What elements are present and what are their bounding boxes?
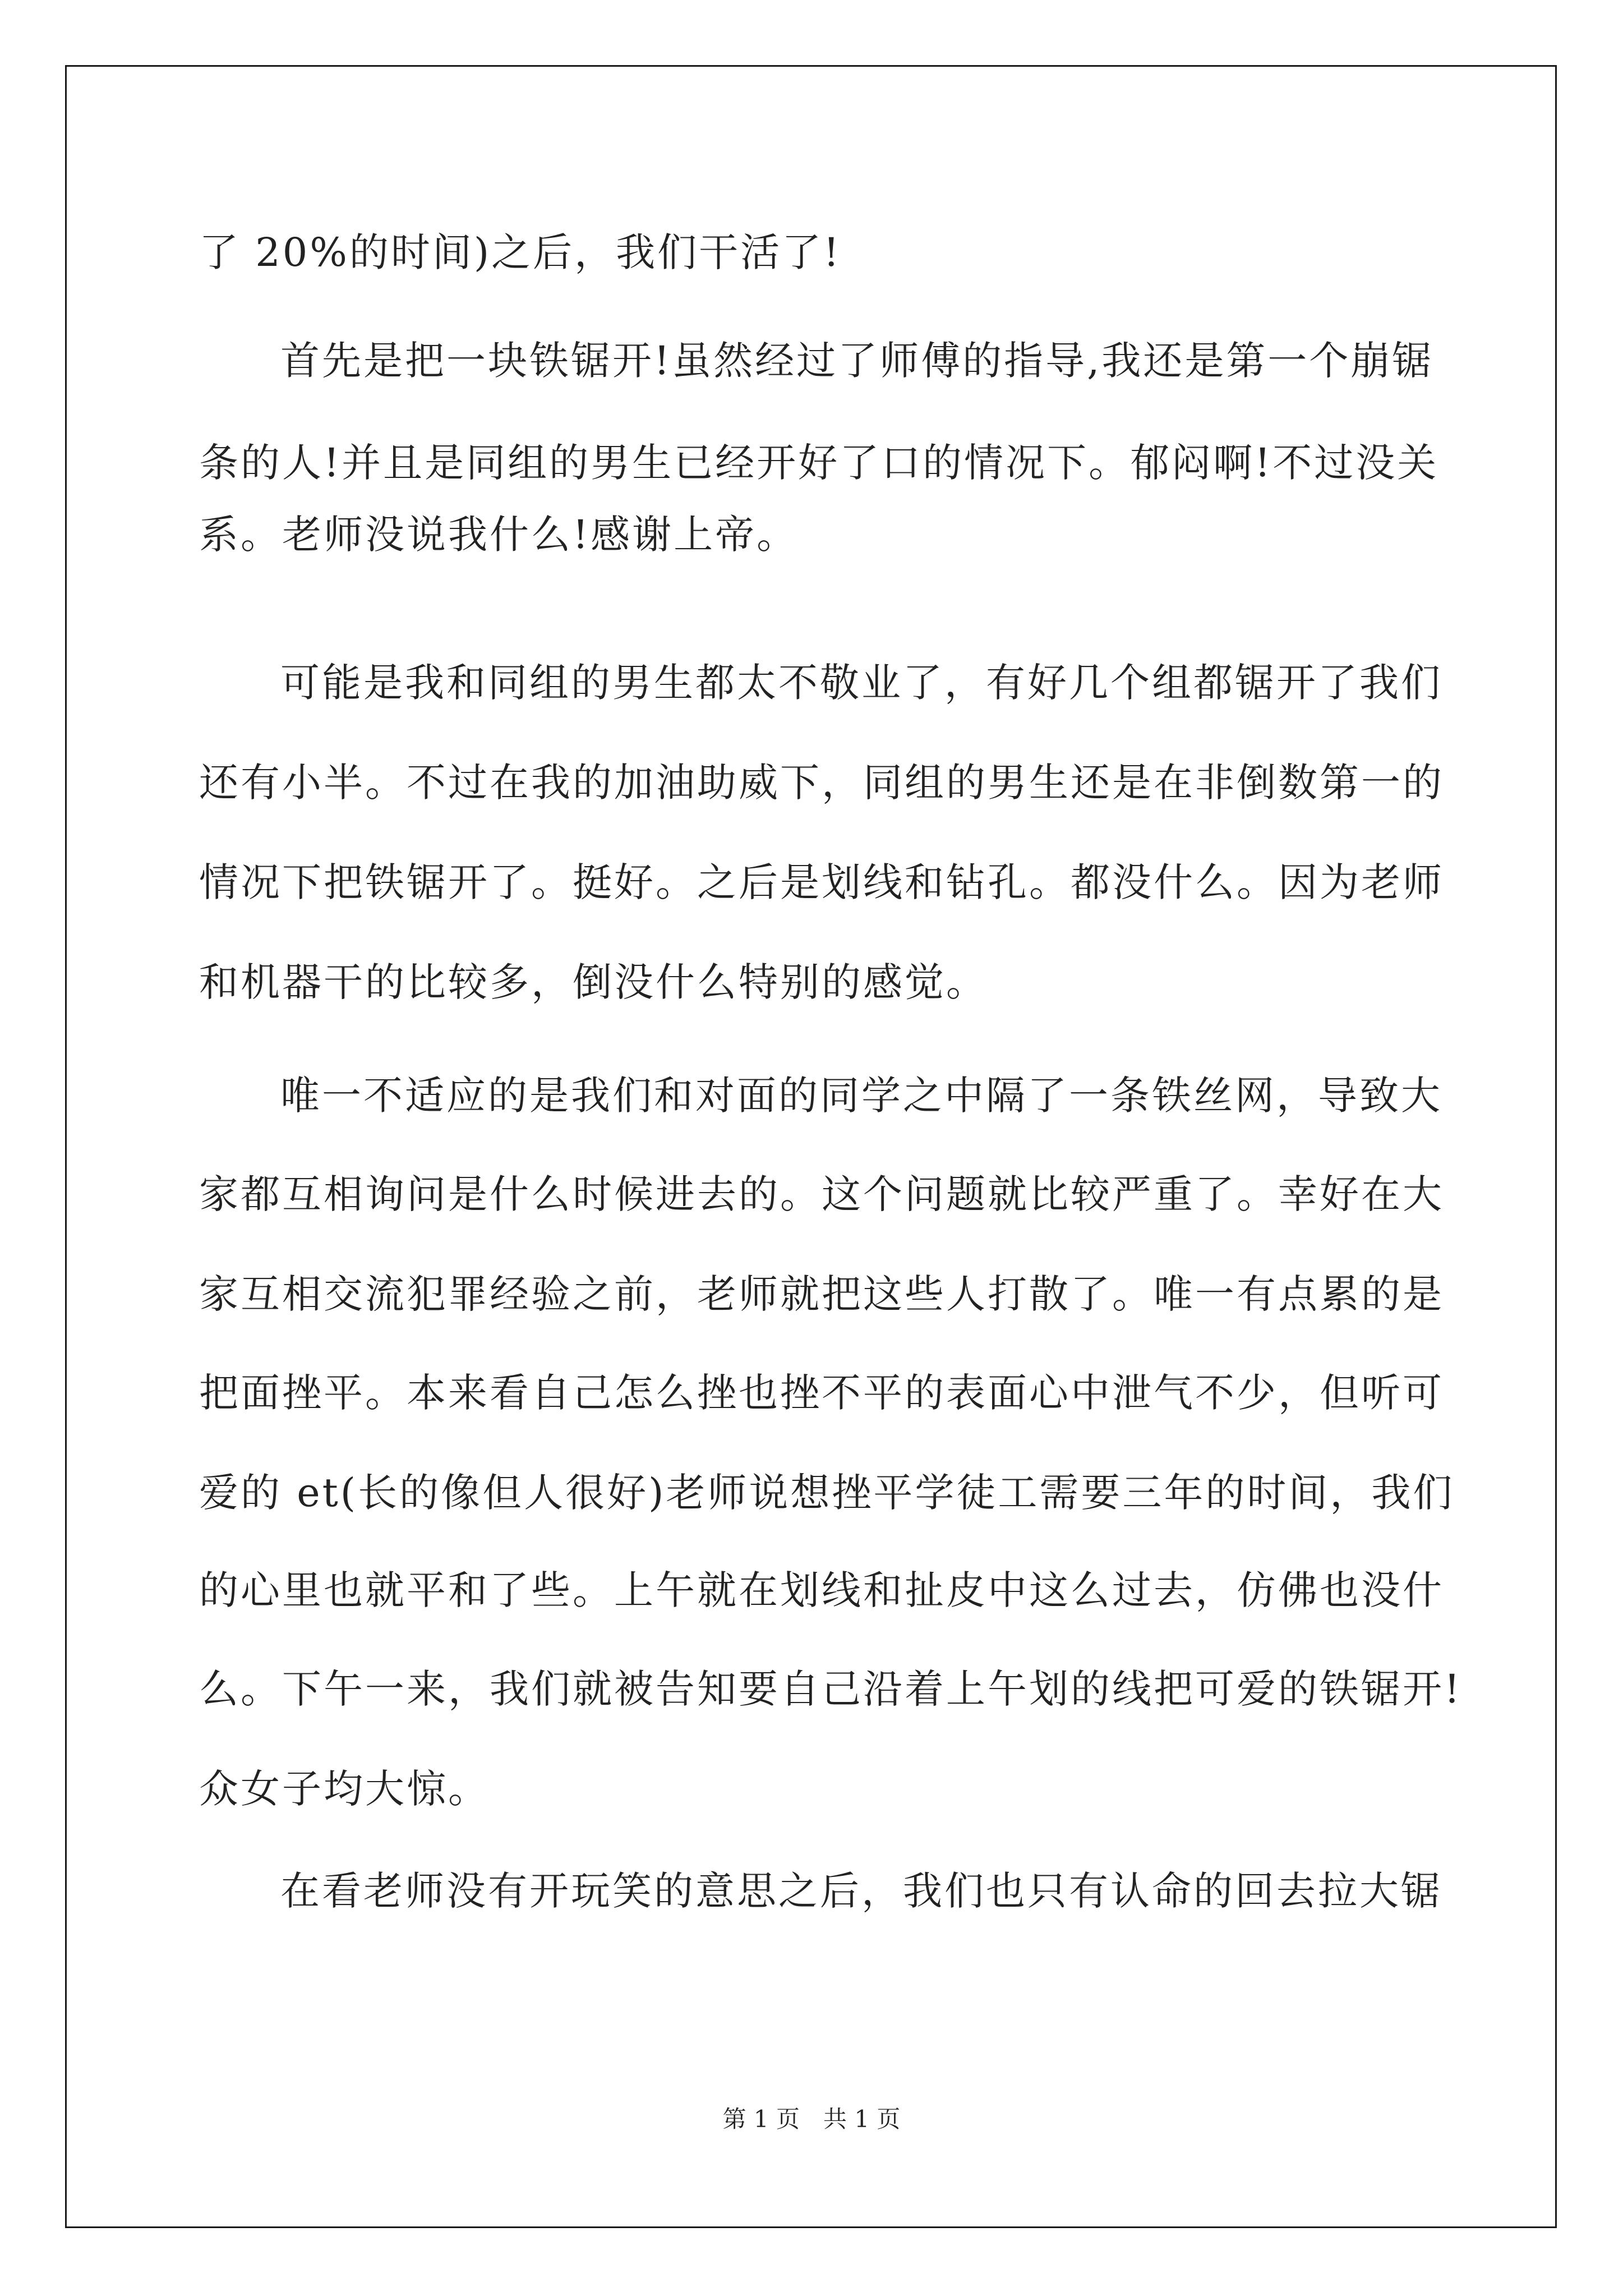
text-line: 把面挫平。本来看自己怎么挫也挫不平的表面心中泄气不少，但听可: [199, 1370, 1444, 1416]
text-line: 众女子均大惊。: [199, 1766, 490, 1812]
text-line: 唯一不适应的是我们和对面的同学之中隔了一条铁丝网，导致大: [280, 1073, 1442, 1119]
text-line: 情况下把铁锯开了。挺好。之后是划线和钻孔。都没什么。因为老师: [199, 859, 1444, 905]
text-line: 了 20%的时间)之后，我们干活了!: [199, 229, 842, 275]
text-line: 么。下午一来，我们就被告知要自己沿着上午划的线把可爱的铁锯开!: [199, 1666, 1463, 1712]
text-line: 家互相交流犯罪经验之前，老师就把这些人打散了。唯一有点累的是: [199, 1271, 1444, 1317]
text-line: 家都互相询问是什么时候进去的。这个问题就比较严重了。幸好在大: [199, 1171, 1444, 1217]
text-line: 系。老师没说我什么!感谢上帝。: [199, 512, 799, 558]
text-line: 和机器干的比较多，倒没什么特别的感觉。: [199, 959, 988, 1005]
text-line: 还有小半。不过在我的加油助威下，同组的男生还是在非倒数第一的: [199, 760, 1444, 806]
text-line: 首先是把一块铁锯开!虽然经过了师傅的指导,我还是第一个崩锯: [280, 338, 1434, 384]
text-line: 爱的 et(长的像但人很好)老师说想挫平学徒工需要三年的时间，我们: [199, 1470, 1455, 1516]
page-footer: 第 1 页 共 1 页: [722, 2105, 901, 2133]
text-line: 在看老师没有开玩笑的意思之后，我们也只有认命的回去拉大锯: [280, 1868, 1442, 1914]
text-line: 条的人!并且是同组的男生已经开好了口的情况下。郁闷啊!不过没关: [199, 440, 1439, 486]
text-line: 可能是我和同组的男生都太不敬业了，有好几个组都锯开了我们: [280, 660, 1442, 706]
text-line: 的心里也就平和了些。上午就在划线和扯皮中这么过去，仿佛也没什: [199, 1567, 1444, 1613]
